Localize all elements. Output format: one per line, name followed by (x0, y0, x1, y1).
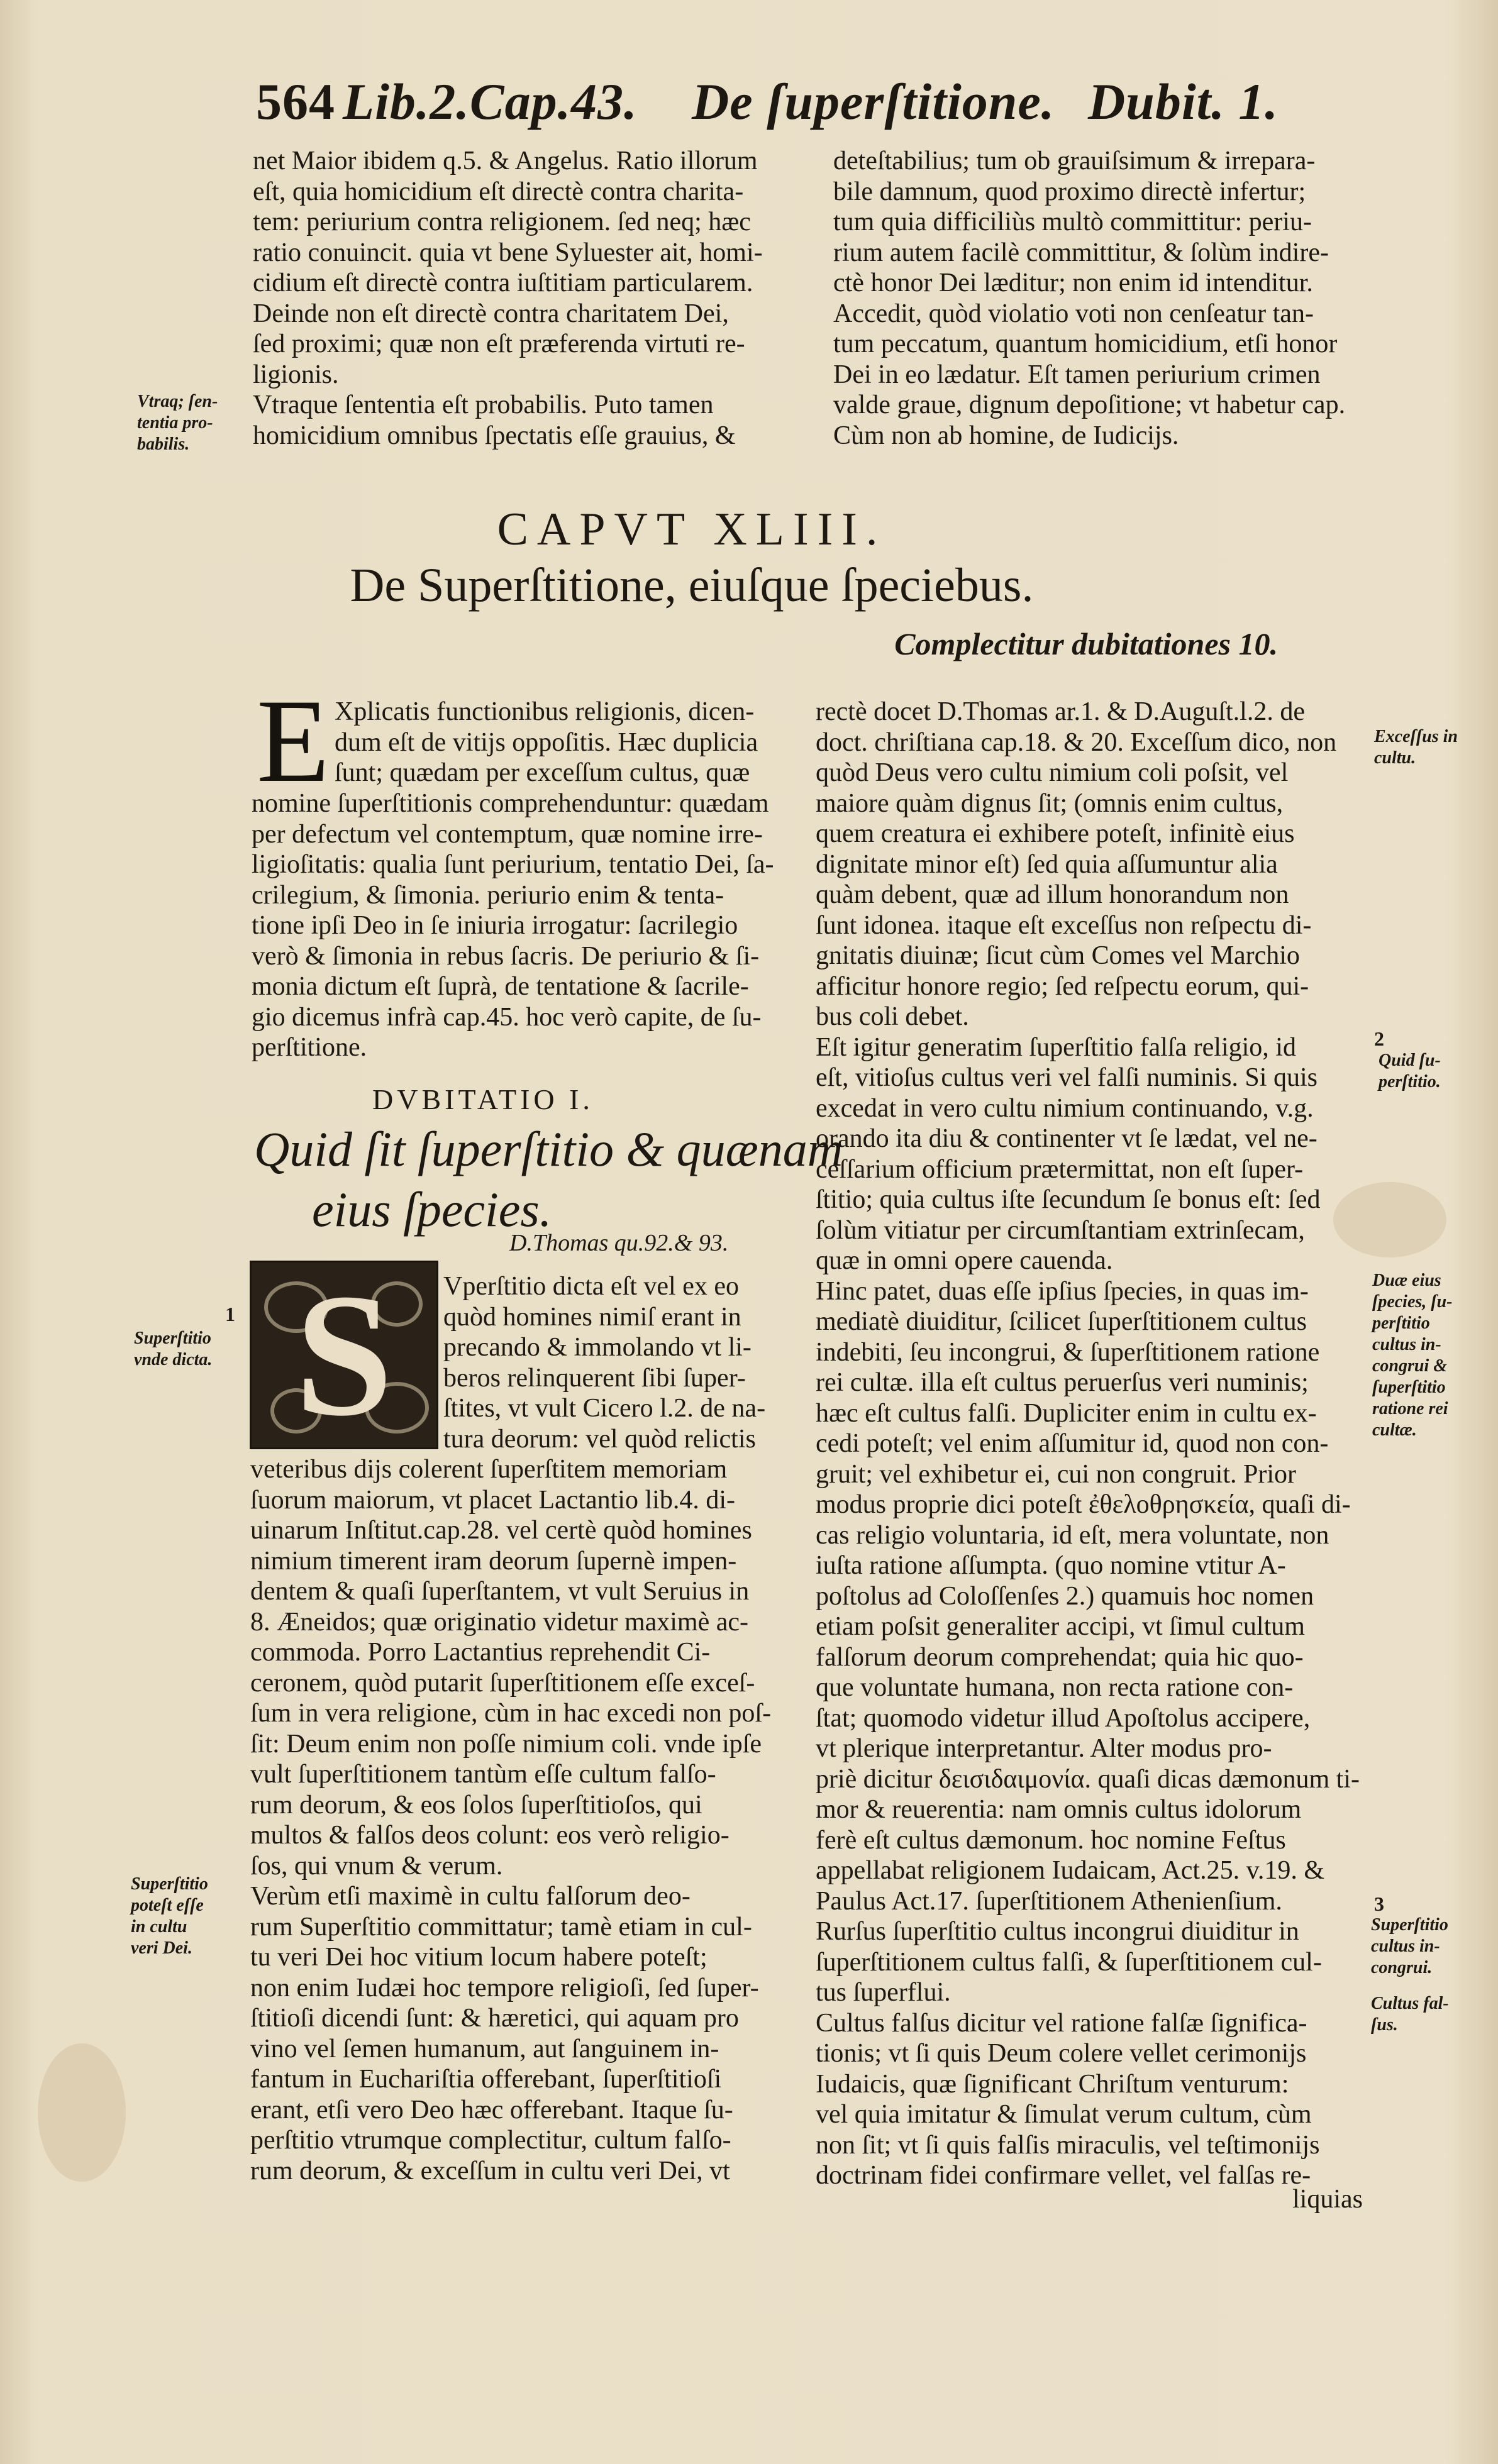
margin-note-line: ſpecies, ſu- (1372, 1292, 1453, 1312)
text-line: veteribus dijs colerent ſuperſtitem memoriam (250, 1455, 728, 1484)
text-line: perſtitione. (252, 1033, 367, 1062)
margin-note-superstitio-incongrui (1371, 1914, 1448, 1979)
paper-stain (38, 2043, 126, 2182)
text-line: ſuperſtitionem cultus falſi, & ſuperſtitionem cul- (816, 1947, 1322, 1977)
text-line: etiam poſsit generaliter accipi, vt ſimul cultum (816, 1612, 1305, 1641)
text-line: per defectum vel contemptum, quæ nomine irre- (252, 819, 763, 849)
text-line: afficitur honore regio; ſed reſpectu eorum, qui- (816, 971, 1309, 1001)
text-line: beros relinquerent ſibi ſuper- (443, 1363, 746, 1393)
text-line: modus proprie dici poteſt ἐθελοθρησκεία, quaſi di- (816, 1490, 1351, 1519)
dubitatio-title-line: Quid ſit ſuperſtitio & quænam (254, 1122, 843, 1176)
margin-note-line: poteſt eſſe (131, 1896, 204, 1915)
margin-note-cultus-falsus (1371, 1993, 1449, 2036)
margin-note-line: ratione rei (1372, 1399, 1448, 1418)
text-line: Dei in eo lædatur. Eſt tamen periurium crimen (833, 360, 1321, 389)
margin-note-line: tentia pro- (137, 413, 213, 433)
text-line: vel quia imitatur & ſimulat verum cultum, cùm (816, 2100, 1312, 2129)
text-line: ligioſitatis: qualia ſunt periurium, tentatio Dei, ſa- (252, 850, 774, 879)
margin-note-line: congrui. (1371, 1958, 1433, 1977)
text-line: ferè eſt cultus dæmonum. hoc nomine Feſtus (816, 1825, 1286, 1855)
margin-note-line: in cultu (131, 1917, 187, 1936)
text-line: Eſt igitur generatim ſuperſtitio falſa religio, id (816, 1032, 1296, 1062)
text-line: eſt, vitioſus cultus veri vel falſi numinis. Si quis (816, 1063, 1318, 1092)
text-line: cidium eſt directè contra iuſtitiam particularem. (253, 268, 753, 297)
text-line: quòd Deus vero cultu nimium coli poſsit, vel (816, 758, 1289, 787)
text-line: Cultus falſus dicitur vel ratione falſæ ſignifica- (816, 2008, 1307, 2038)
margin-note-line: Vtraq; ſen- (137, 392, 218, 411)
text-line: ceronem, quòd putarit ſuperſtitionem eſſe exceſ- (250, 1668, 755, 1698)
text-line: Cùm non ab homine, de Iudicijs. (833, 421, 1179, 450)
text-line: gruit; vel exhibetur ei, cui non congruit. Prior (816, 1459, 1296, 1489)
text-line: ſtites, vt vult Cicero l.2. de na- (443, 1394, 766, 1423)
margin-number-1: 1 (225, 1303, 235, 1325)
intro-left-column (252, 788, 799, 1063)
margin-note-line: cultus in- (1371, 1936, 1440, 1956)
text-line: Deinde non eſt directè contra charitatem Dei, (253, 299, 729, 328)
text-line: dignitate minor eſt) ſed quia aſſumuntur alia (816, 849, 1278, 879)
text-line: ſunt; quædam per exceſſum cultus, quæ (335, 758, 750, 787)
margin-note-utraque (137, 391, 218, 455)
text-line: bus coli debet. (816, 1002, 969, 1031)
margin-note-superstitio-veri-dei (131, 1874, 208, 1959)
page-number: 564 (256, 73, 335, 130)
text-line: ſtitio; quia cultus iſte ſecundum ſe bonus eſt: ſed (816, 1185, 1321, 1214)
ornate-initial-letter: S (295, 1257, 393, 1452)
text-line: tione ipſi Deo in ſe iniuria irrogatur: ſacrilegio (252, 911, 738, 940)
text-line: iuſta ratione aſſumpta. (quo nomine vtitur A- (816, 1551, 1286, 1580)
text-line: Paulus Act.17. ſuperſtitionem Athenienſium. (816, 1886, 1282, 1916)
text-line: ſolùm vitiatur per circumſtantiam extrinſecam, (816, 1215, 1305, 1245)
margin-note-line: veri Dei. (131, 1938, 192, 1958)
text-line: doctrinam fidei confirmare vellet, vel falſas re- (816, 2161, 1311, 2190)
text-line: tura deorum: vel quòd relictis (443, 1424, 756, 1454)
book-chapter-ref: Lib.2.Cap.43. (343, 73, 638, 130)
text-line: quæ in omni opere cauenda. (816, 1246, 1113, 1275)
lower-left-beside-initial (443, 1271, 799, 1454)
margin-note-line: Superſtitio (1371, 1915, 1448, 1935)
text-line: gnitatis diuinæ; ſicut cùm Comes vel Marchio (816, 941, 1300, 970)
text-line: erant, etſi vero Deo hæc offerebant. Itaque ſu- (250, 2095, 733, 2124)
top-right-column (833, 146, 1374, 451)
text-line: nimium timerent iram deorum ſupernè impen- (250, 1546, 737, 1576)
text-line: rum deorum, & eos ſolos ſuperſtitioſos, qui (250, 1790, 702, 1820)
margin-number-2: 2 (1374, 1027, 1384, 1050)
chapter-summary: Complectitur dubitationes 10. (894, 626, 1278, 661)
margin-number-3: 3 (1374, 1892, 1384, 1915)
text-line: precando & immolando vt li- (443, 1333, 752, 1362)
text-line: Accedit, quòd violatio voti non cenſeatur tan- (833, 299, 1314, 328)
text-line: tem: periurium contra religionem. ſed neq; hæc (253, 207, 751, 236)
margin-note-line: Exceſſus in (1374, 727, 1458, 746)
text-line: hæc eſt cultus falſi. Dupliciter enim in cultu ex- (816, 1398, 1317, 1428)
text-line: Rurſus ſuperſtitio cultus incongrui diuiditur in (816, 1917, 1299, 1946)
text-line: excedat in vero cultu nimium continuando, v.g. (816, 1093, 1314, 1123)
lower-left-column (250, 1454, 799, 2186)
text-line: rum Superſtitio committatur; tamè etiam in cul- (250, 1912, 752, 1942)
text-line: tionis; vt ſi quis Deum colere vellet cerimonijs (816, 2039, 1307, 2068)
text-line: net Maior ibidem q.5. & Angelus. Ratio illorum (253, 146, 758, 175)
text-line: ſtitioſi dicendi ſunt: & hæretici, qui aquam pro (250, 2004, 739, 2033)
text-line: vino vel ſemen humanum, aut ſanguinem in- (250, 2034, 719, 2063)
text-line: rei cultæ. illa eſt cultus peruerſus veri numinis; (816, 1368, 1309, 1397)
text-line: ctè honor Dei læditur; non enim id intenditur. (833, 268, 1313, 297)
text-line: rectè docet D.Thomas ar.1. & D.Auguſt.l.2. de (816, 697, 1305, 726)
text-line: fantum in Euchariſtia offerebant, ſuperſtitioſi (250, 2065, 722, 2094)
text-line: appellabat religionem Iudaicam, Act.25. v.19. & (816, 1856, 1325, 1885)
text-line: rium autem facilè committitur, & ſolùm indire- (833, 238, 1329, 267)
margin-note-line: congrui & (1372, 1356, 1448, 1376)
text-line: Hinc patet, duas eſſe ipſius ſpecies, in quas im- (816, 1276, 1309, 1306)
text-line: Vperſtitio dicta eſt vel ex eo (443, 1272, 739, 1301)
text-line: multos & falſos deos colunt: eos verò religio- (250, 1821, 730, 1850)
running-header (248, 72, 1279, 141)
text-line: monia dictum eſt ſuprà, de tentatione & ſacrile- (252, 972, 749, 1001)
catchword: liquias (1292, 2185, 1363, 2214)
text-line: verò & ſimonia in rebus ſacris. De periurio & ſi- (252, 941, 760, 971)
text-line: tu veri Dei hoc vitium locum habere poteſt; (250, 1943, 707, 1972)
text-line: nomine ſuperſtitionis comprehenduntur: quædam (252, 789, 769, 818)
margin-note-line: ſuperſtitio (1372, 1378, 1446, 1397)
intro-indented (335, 697, 799, 788)
text-line: tum peccatum, quantum homicidium, etſi honor (833, 329, 1338, 358)
text-line: vult ſuperſtitionem tantùm eſſe cultum falſo- (250, 1760, 716, 1789)
text-line: ſos, qui vnum & verum. (250, 1851, 503, 1881)
text-line: uinarum Inſtitut.cap.28. vel certè quòd homines (250, 1516, 752, 1545)
text-line: quàm debent, quæ ad illum honorandum non (816, 880, 1289, 909)
text-line: indebiti, ſeu incongrui, & ſuperſtitionem ratione (816, 1337, 1320, 1367)
text-line: Xplicatis functionibus religionis, dicen- (335, 697, 755, 726)
text-line: falſorum deorum comprehendat; quia hic quo- (816, 1642, 1304, 1672)
margin-note-line: babilis. (137, 434, 190, 454)
chapter-title: CAPVT XLIII. (497, 504, 887, 555)
text-line: quem creatura ei exhibere poteſt, infinitè eius (816, 819, 1295, 848)
margin-note-line: Duæ eius (1372, 1271, 1441, 1290)
text-line: Iudaicis, quæ ſignificant Chriſtum venturum: (816, 2069, 1289, 2099)
margin-note-line: ſus. (1371, 2015, 1398, 2035)
text-line: mor & reuerentia: nam omnis cultus idolorum (816, 1795, 1302, 1824)
dubitatio-ref: Dubit. 1. (1088, 73, 1279, 130)
text-line: poſtolus ad Coloſſenſes 2.) quamuis hoc nomen (816, 1581, 1314, 1611)
text-line: mediatè diuiditur, ſcilicet ſuperſtitionem cultus (816, 1307, 1307, 1336)
text-line: tum quia difficiliùs multò committitur: periu- (833, 207, 1312, 236)
text-line: bile damnum, quod proximo directè infertur; (833, 177, 1306, 206)
text-line: cas religio voluntaria, id eſt, mera voluntate, non (816, 1520, 1329, 1550)
margin-note-line: perſtitio. (1379, 1072, 1441, 1091)
text-line: crilegium, & ſimonia. periurio enim & tenta- (252, 880, 724, 910)
text-line: 8. Æneidos; quæ originatio videtur maximè ac- (250, 1607, 749, 1637)
running-title: De ſuperſtitione. (692, 73, 1055, 130)
text-line: quòd homines nimiſ erant in (443, 1302, 741, 1332)
margin-note-line: Quid ſu- (1379, 1051, 1441, 1070)
text-line: vt plerique interpretantur. Alter modus pro- (816, 1734, 1272, 1763)
margin-note-line: cultu. (1374, 748, 1416, 768)
text-line: ſunt idonea. itaque eſt exceſſus non reſpectu di- (816, 910, 1312, 940)
margin-note-line: perſtitio (1372, 1313, 1430, 1333)
right-column (816, 697, 1369, 2191)
margin-note-line: cultæ. (1372, 1420, 1417, 1440)
margin-note-line: cultus in- (1372, 1335, 1441, 1354)
top-left-column (253, 146, 800, 451)
text-line: doct. chriſtiana cap.18. & 20. Exceſſum dico, non (816, 727, 1337, 757)
text-line: cedi poteſt; vel enim aſſumitur id, quod non con- (816, 1429, 1329, 1458)
text-line: ſuorum maiorum, vt placet Lactantio lib.4. di- (250, 1485, 735, 1515)
margin-note-line: Superſtitio (134, 1329, 211, 1348)
text-line: Vtraque ſententia eſt probabilis. Puto tamen (253, 390, 714, 419)
text-line: ſit: Deum enim non poſſe nimium coli. vnde ipſe (250, 1729, 762, 1759)
text-line: orando ita diu & continenter vt ſe lædat, vel ne- (816, 1124, 1318, 1153)
text-line: valde graue, dignum depoſitione; vt habetur cap. (833, 390, 1346, 419)
text-line: dum eſt de vitijs oppoſitis. Hæc duplicia (335, 727, 758, 757)
text-line: priè dicitur δεισιδαιμονία. quaſi dicas dæmonum ti- (816, 1764, 1360, 1794)
ornate-initial-S (250, 1257, 438, 1452)
text-line: homicidium omnibus ſpectatis eſſe grauius, & (253, 421, 736, 450)
text-line: deteſtabilius; tum ob grauiſsimum & irrepara- (833, 146, 1316, 175)
text-line: dentem & quaſi ſuperſtantem, vt vult Seruius in (250, 1577, 750, 1606)
dubitatio-label: DVBITATIO I. (372, 1083, 594, 1115)
margin-note-duae-species (1372, 1270, 1453, 1441)
dubitatio-source: D.Thomas qu.92.& 93. (509, 1230, 729, 1256)
drop-cap-E: E (257, 675, 330, 807)
text-line: ſed proximi; quæ non eſt præferenda virtuti re- (253, 329, 745, 358)
text-line: perſtitio vtrumque complectitur, cultum falſo- (250, 2126, 731, 2155)
dubitatio-title-line: eius ſpecies. (312, 1182, 552, 1237)
text-line: non ſit; vt ſi quis falſis miraculis, vel teſtimonijs (816, 2130, 1320, 2160)
text-line: ratio conuincit. quia vt bene Syluester ait, homi- (253, 238, 763, 267)
text-line: commoda. Porro Lactantius reprehendit Ci- (250, 1638, 711, 1667)
text-line: que voluntate humana, non recta ratione con- (816, 1673, 1294, 1702)
margin-note-superstitio-unde (134, 1328, 212, 1371)
text-line: rum deorum, & exceſſum in cultu veri Dei, vt (250, 2156, 730, 2185)
text-line: ceſſarium officium prætermittat, non eſt ſuper- (816, 1154, 1304, 1184)
text-line: tus ſuperflui. (816, 1978, 951, 2007)
text-line: gio dicemus infrà cap.45. hoc verò capite, de ſu- (252, 1002, 762, 1032)
margin-note-line: Superſtitio (131, 1874, 208, 1894)
text-line: eſt, quia homicidium eſt directè contra charita- (253, 177, 744, 206)
text-line: Verùm etſi maximè in cultu falſorum deo- (250, 1882, 691, 1911)
text-line: ligionis. (253, 360, 339, 389)
margin-note-line: Cultus fal- (1371, 1994, 1449, 2013)
dubitatio-title (254, 1119, 843, 1240)
text-line: ſum in vera religione, cùm in hac excedi non poſ- (250, 1699, 772, 1728)
text-line: ſtat; quomodo videtur illud Apoſtolus accipere, (816, 1703, 1311, 1733)
margin-note-quid-superstitio (1379, 1050, 1441, 1093)
margin-note-excessus (1374, 726, 1458, 769)
chapter-subtitle: De Superſtitione, eiuſque ſpeciebus. (350, 559, 1034, 612)
text-line: maiore quàm dignus ſit; (omnis enim cultus, (816, 788, 1284, 818)
text-line: non enim Iudæi hoc tempore religioſi, ſed ſuper- (250, 1973, 759, 2003)
margin-note-line: vnde dicta. (134, 1350, 213, 1369)
